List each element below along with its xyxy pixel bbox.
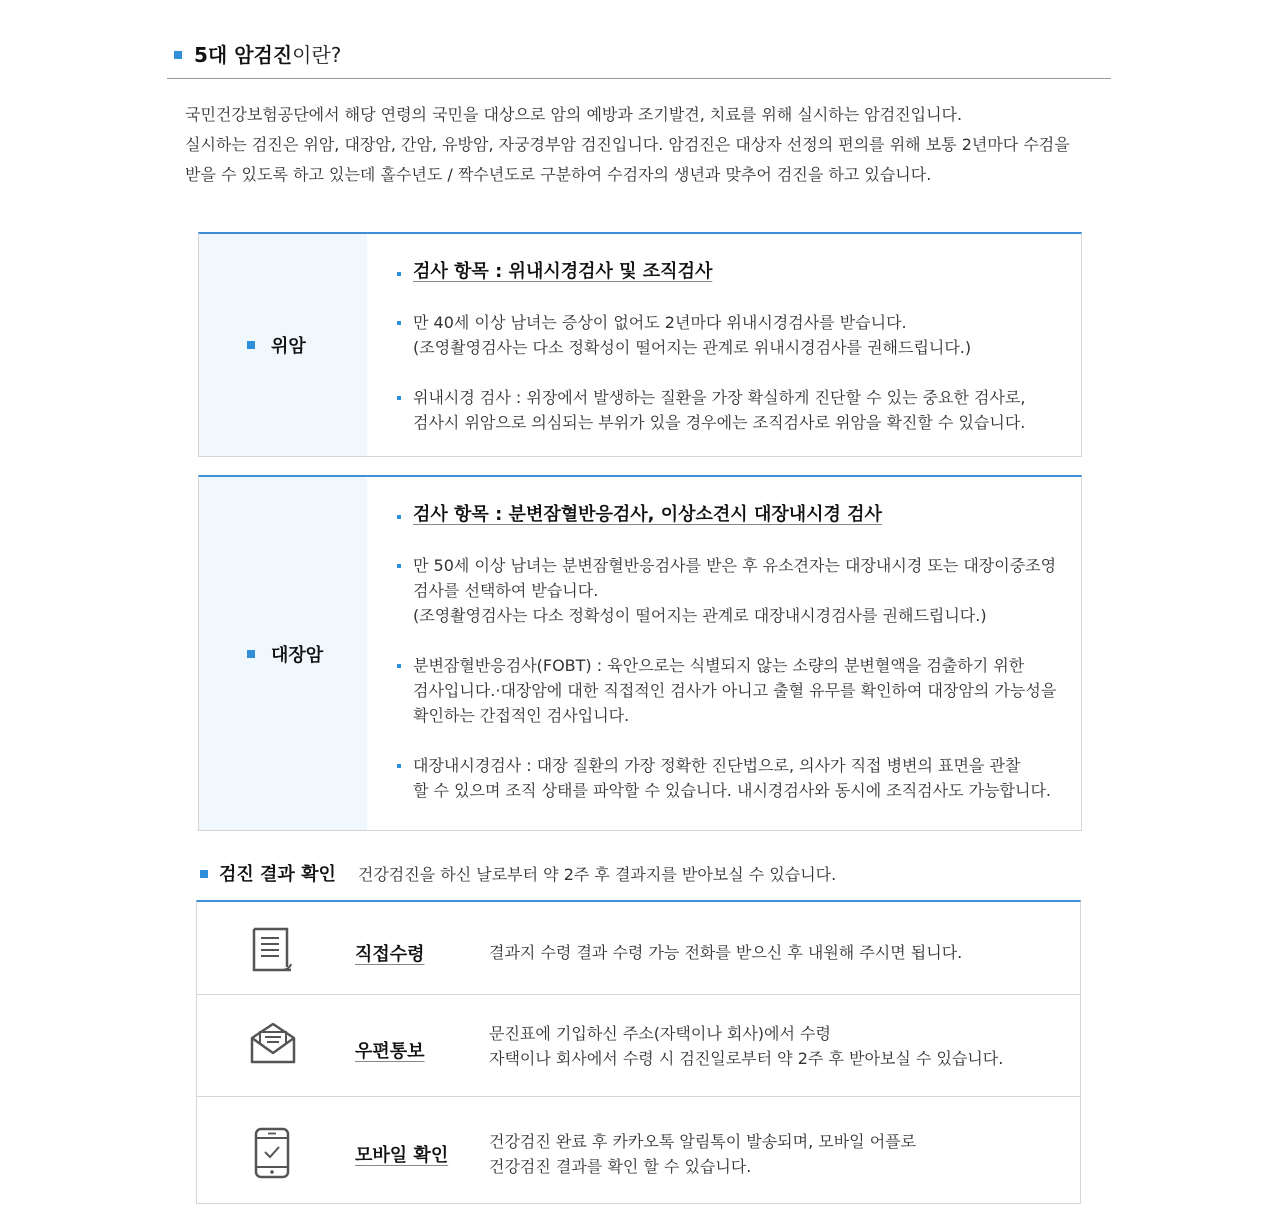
exam-name-cell: [199, 234, 367, 456]
exam-name-cell: [199, 477, 367, 830]
intro-line: 받을 수 있도록 하고 있는데 홀수년도 / 짝수년도로 구분하여 수검자의 생년과 맞추어 검진을 하고 있습니다.: [185, 165, 932, 184]
square-bullet-icon: [247, 650, 255, 658]
results-heading: [200, 862, 836, 888]
result-row: [197, 902, 1080, 994]
exam-header: 검사 항목 : 위내시경검사 및 조직검사: [397, 259, 712, 284]
bullet-icon: [397, 272, 401, 276]
exam-box-stomach: [198, 232, 1082, 457]
exam-item: 위내시경 검사 : 위장에서 발생하는 질환을 가장 확실하게 진단할 수 있는 중요한 검사로, 검사시 위암으로 의심되는 부위가 있을 경우에는 조직검사로 위암을 확진할 수 있습니다.: [397, 385, 1025, 435]
title-divider: [167, 78, 1111, 79]
envelope-icon: [249, 1021, 297, 1069]
bullet-icon: [397, 564, 401, 568]
intro-line: 실시하는 검진은 위암, 대장암, 간암, 유방암, 자궁경부암 검진입니다. 암검진은 대상자 선정의 편의를 위해 보통 2년마다 수검을: [185, 135, 1070, 154]
result-label: 우편통보: [355, 1041, 425, 1062]
result-desc: 건강검진 완료 후 카카오톡 알림톡이 발송되며, 모바일 어플로 건강검진 결과를 확인 할 수 있습니다.: [489, 1132, 917, 1176]
results-note: 건강검진을 하신 날로부터 약 2주 후 결과지를 받아보실 수 있습니다.: [357, 865, 837, 884]
result-row: [197, 1096, 1080, 1205]
bullet-icon: [397, 664, 401, 668]
document-icon: [249, 926, 293, 976]
results-table: [196, 900, 1081, 1204]
exam-box-colon: [198, 475, 1082, 831]
exam-name: 위암: [271, 336, 306, 357]
bullet-icon: [397, 321, 401, 325]
bullet-icon: [397, 515, 401, 519]
exam-header: 검사 항목 : 분변잠혈반응검사, 이상소견시 대장내시경 검사: [397, 502, 882, 527]
result-desc: 결과지 수령 결과 수령 가능 전화를 받으신 후 내원해 주시면 됩니다.: [489, 943, 963, 962]
result-row: [197, 994, 1080, 1097]
exam-item: 분변잠혈반응검사(FOBT) : 육안으로는 식별되지 않는 소량의 분변혈액을 검출하기 위한 검사입니다.·대장암에 대한 직접적인 검사가 아니고 출혈 유무를 확인하여 대장암의 가능성을 확인하는 간접적인 검사입니다.: [397, 653, 1056, 728]
result-desc: 문진표에 기입하신 주소(자택이나 회사)에서 수령 자택이나 회사에서 수령 시 검진일로부터 약 2주 후 받아보실 수 있습니다.: [489, 1024, 1004, 1068]
result-label: 직접수령: [355, 944, 425, 965]
exam-name: 대장암: [271, 644, 324, 666]
result-label: 모바일 확인: [355, 1145, 449, 1166]
intro-line: 국민건강보험공단에서 해당 연령의 국민을 대상으로 암의 예방과 조기발견, 치료를 위해 실시하는 암검진입니다.: [185, 105, 963, 124]
exam-item: 만 40세 이상 남녀는 증상이 없어도 2년마다 위내시경검사를 받습니다. (조영촬영검사는 다소 정확성이 떨어지는 관계로 위내시경검사를 권해드립니다.): [397, 310, 971, 360]
exam-item: 만 50세 이상 남녀는 분변잠혈반응검사를 받은 후 유소견자는 대장내시경 또는 대장이중조영 검사를 선택하여 받습니다. (조영촬영검사는 다소 정확성이 떨어지는 관계로 대장내시경검사를 권해드립니다.): [397, 553, 1056, 628]
mobile-phone-icon: [254, 1127, 290, 1183]
square-bullet-icon: [200, 870, 208, 878]
bullet-icon: [397, 396, 401, 400]
square-bullet-icon: [247, 341, 255, 349]
page-title: [174, 42, 341, 68]
title-rest: 이란?: [292, 43, 342, 67]
bullet-icon: [397, 764, 401, 768]
results-title: 검진 결과 확인: [219, 864, 336, 885]
square-bullet-icon: [174, 51, 182, 59]
intro-text: [185, 100, 1085, 190]
exam-item: 대장내시경검사 : 대장 질환의 가장 정확한 진단법으로, 의사가 직접 병변의 표면을 관찰 할 수 있으며 조직 상태를 파악할 수 있습니다. 내시경검사와 동시에 조직검사도 가능합니다.: [397, 753, 1051, 803]
title-bold: 5대 암검진: [194, 43, 293, 67]
